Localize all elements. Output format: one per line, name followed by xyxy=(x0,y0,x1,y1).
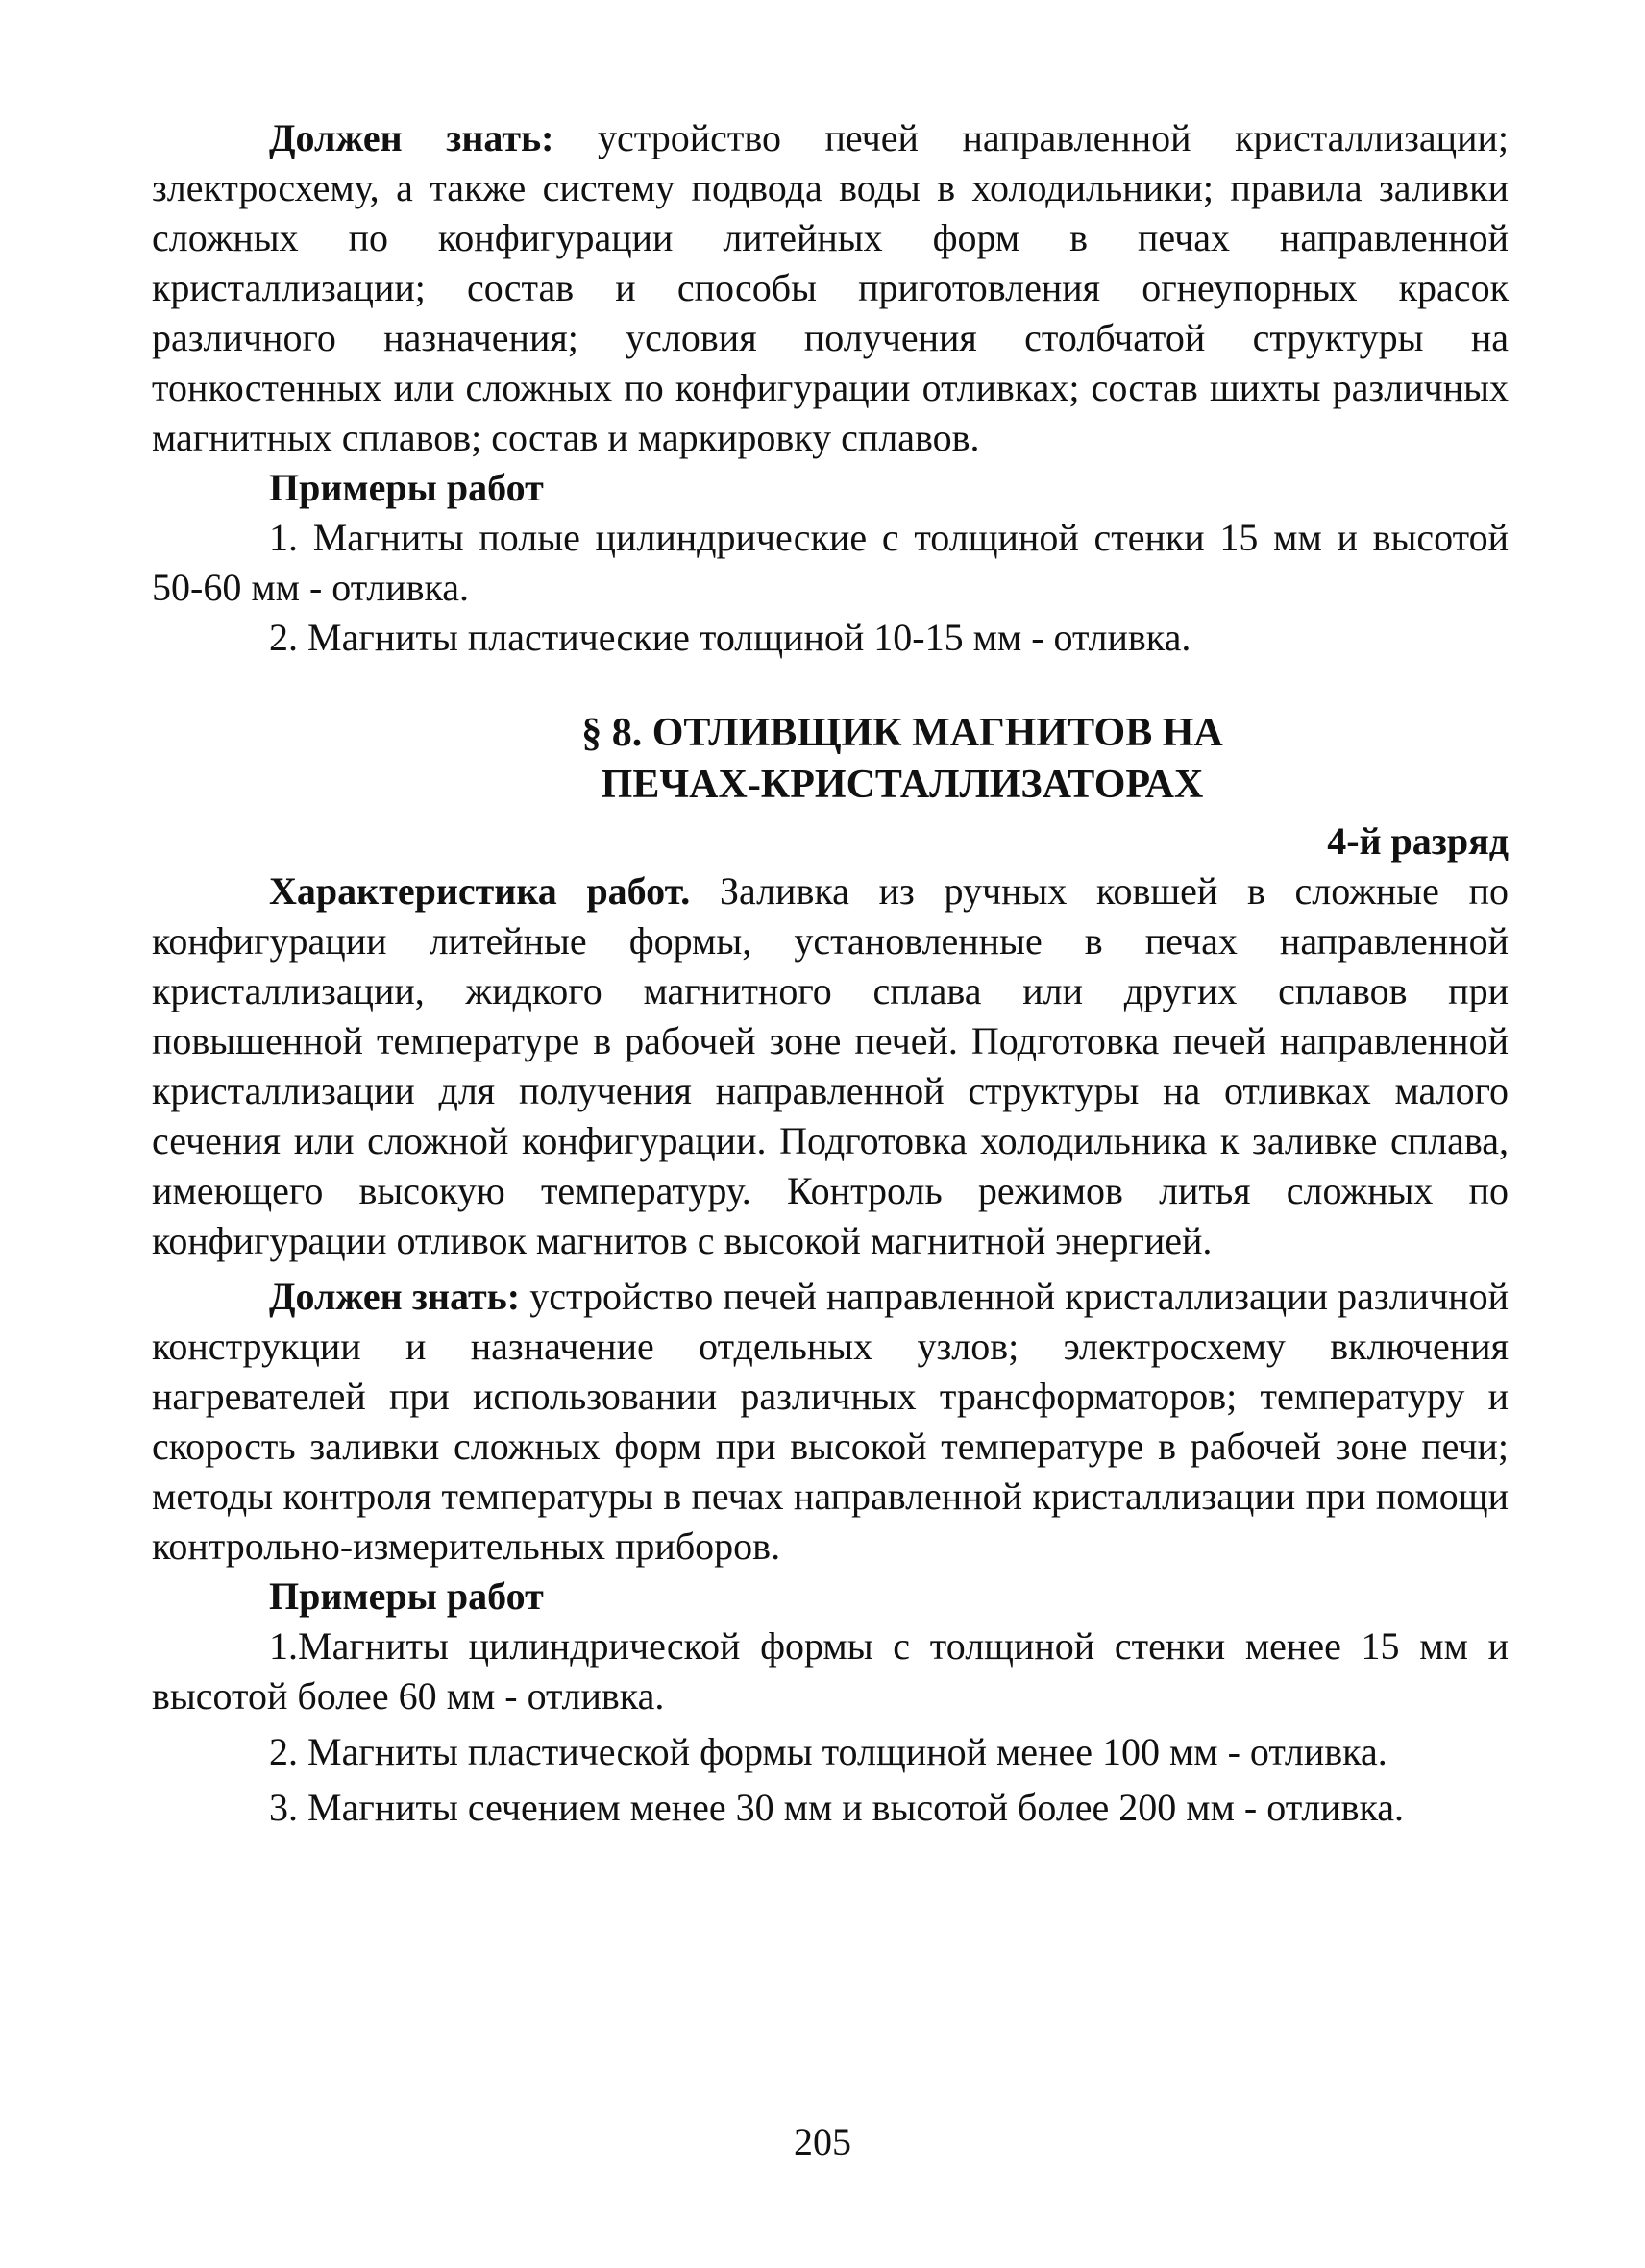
example-item: 2. Магниты пластические толщиной 10-15 мм - отливка. xyxy=(269,616,1191,659)
must-know-lead-1: Должен знать: xyxy=(269,116,554,159)
section-heading xyxy=(152,707,1509,811)
example-item: 2. Магниты пластической формы толщиной менее 100 мм - отливка. xyxy=(269,1730,1387,1773)
section-title-line-1: § 8. ОТЛИВЩИК МАГНИТОВ НА xyxy=(581,711,1223,755)
characteristic-text: Заливка из ручных ковшей в сложные по конфигурации литейные формы, установленные в печах направленной кристаллизации, жидкого магнитного сплава или других сплавов при повышенной температуре в рабочей зоне печей. Подготовка печей направленной кристаллизации для получения направленной структуры на отливках малого сечения или сложной конфигурации. Подготовка холодильника к заливке сплава, имеющего высокую температуру. Контроль режимов литья сложных по конфигурации отливок магнитов с высокой магнитной энергией. xyxy=(152,869,1509,1262)
page-number: 205 xyxy=(794,2120,851,2163)
examples-title-1: Примеры работ xyxy=(269,466,544,509)
grade-label: 4-й разряд xyxy=(1327,819,1509,863)
document-page xyxy=(152,113,1509,1833)
must-know-lead-2: Должен знать: xyxy=(269,1275,521,1318)
must-know-paragraph-2 xyxy=(152,1272,1509,1572)
example-item: 1. Магниты полые цилиндрические с толщиной стенки 15 мм и высотой 50-60 мм - отливка. xyxy=(152,516,1509,609)
must-know-text-2: устройство печей направленной кристаллизации различной конструкции и назначение отдельных узлов; электросхему включения нагревателей при использовании различных трансформаторов; температуру и скорость заливки сложных форм при высокой температуре в рабочей зоне печи; методы контроля температуры в печах направленной кристаллизации при помощи контрольно-измерительных приборов. xyxy=(152,1275,1509,1568)
characteristic-paragraph xyxy=(152,866,1509,1266)
examples-title-2: Примеры работ xyxy=(269,1574,544,1618)
characteristic-lead: Характеристика работ. xyxy=(269,869,691,913)
example-item: 3. Магниты сечением менее 30 мм и высотой более 200 мм - отливка. xyxy=(269,1786,1405,1829)
must-know-paragraph-1 xyxy=(152,113,1509,463)
example-item: 1.Магниты цилиндрической формы с толщиной стенки менее 15 мм и высотой более 60 мм - отливка. xyxy=(152,1624,1509,1718)
section-title-line-2: ПЕЧАХ-КРИСТАЛЛИЗАТОРАХ xyxy=(601,763,1204,807)
must-know-text-1: устройство печей направленной кристаллизации; злектросхему, а также систему подвода воды в холодильники; правила заливки сложных по конфигурации литейных форм в печах направленной кристаллизации; состав и способы приготовления огнеупорных красок различного назначения; условия получения столбчатой структуры на тонкостенных или сложных по конфигурации отливках; состав шихты различных магнитных сплавов; состав и маркировку сплавов. xyxy=(152,116,1510,459)
